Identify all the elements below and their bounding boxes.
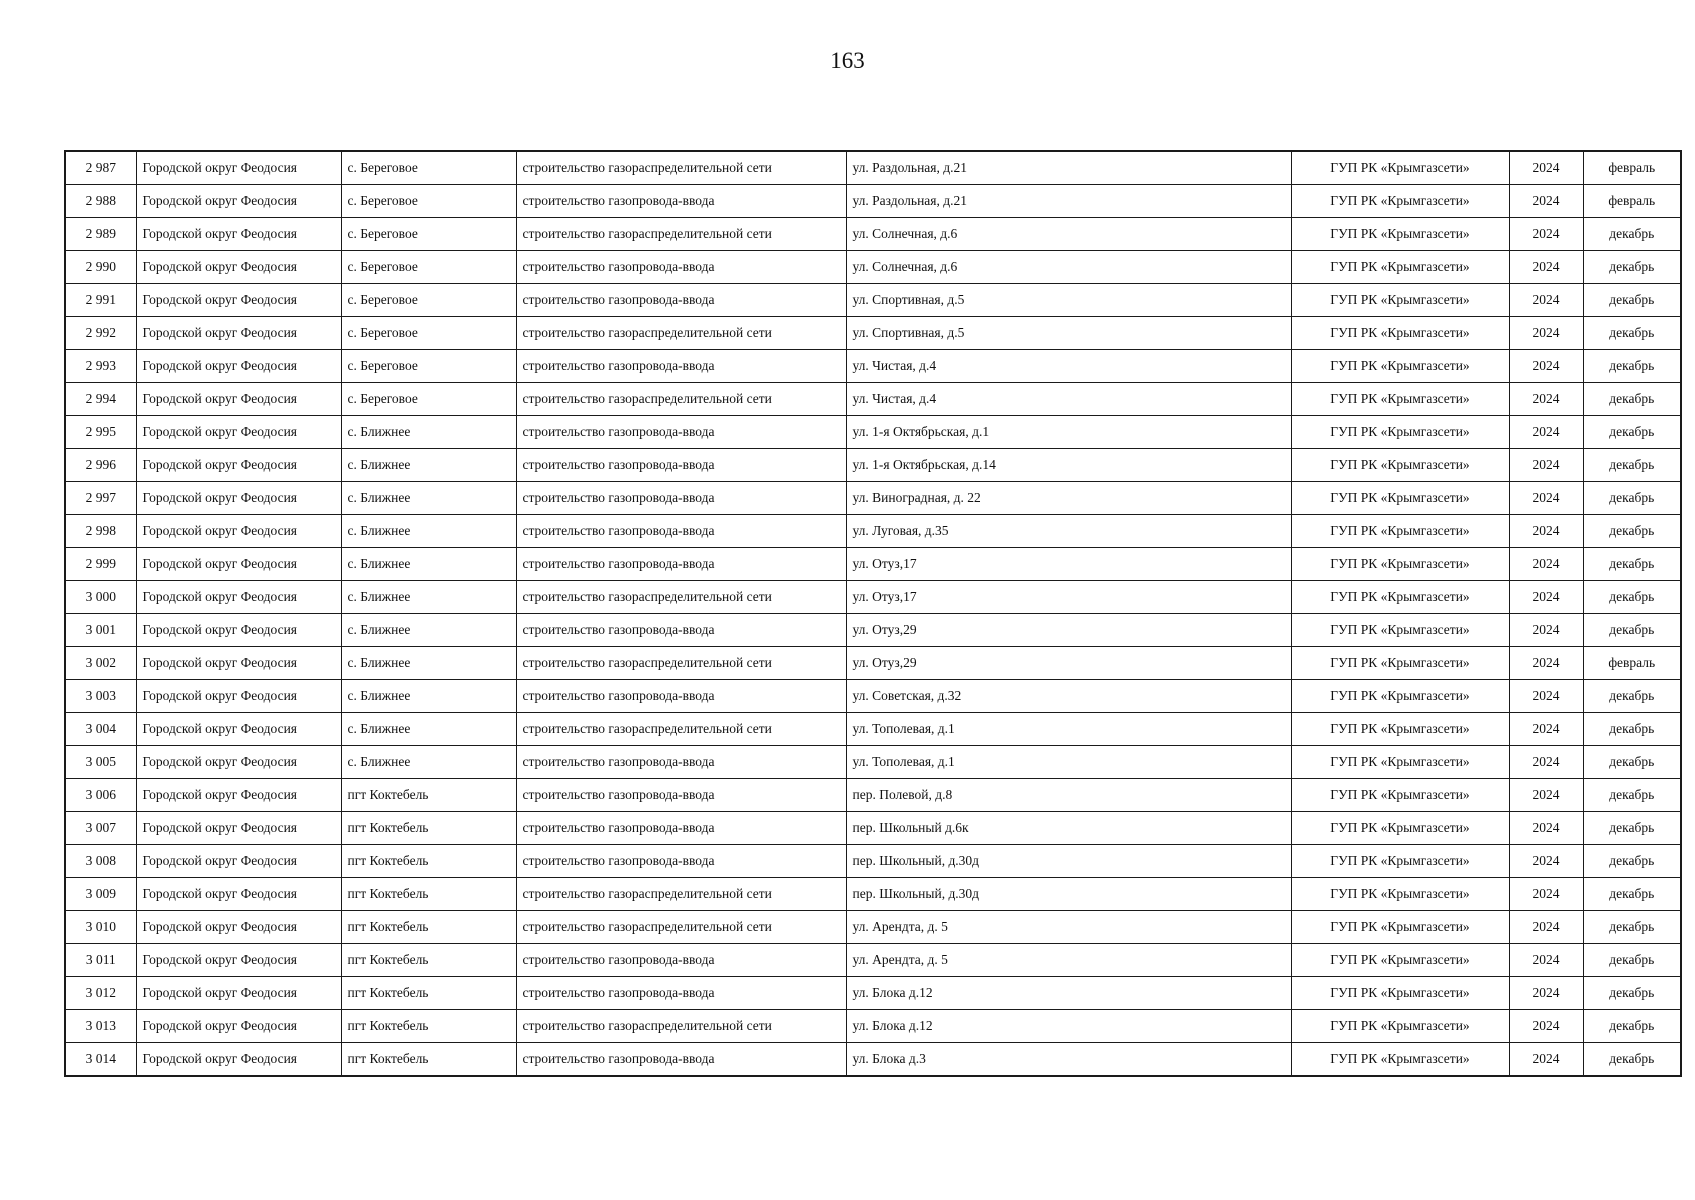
municipality-cell: Городской округ Феодосия: [136, 713, 341, 746]
row-number-cell: 2 996: [65, 449, 136, 482]
row-number-cell: 2 989: [65, 218, 136, 251]
year-cell: 2024: [1509, 680, 1583, 713]
organization-cell: ГУП РК «Крымгазсети»: [1291, 1043, 1509, 1077]
month-cell: февраль: [1583, 185, 1681, 218]
municipality-cell: Городской округ Феодосия: [136, 284, 341, 317]
month-cell: декабрь: [1583, 449, 1681, 482]
row-number-cell: 3 014: [65, 1043, 136, 1077]
municipality-cell: Городской округ Феодосия: [136, 317, 341, 350]
table-row: [65, 515, 1681, 548]
row-number-cell: 3 006: [65, 779, 136, 812]
year-cell: 2024: [1509, 614, 1583, 647]
table-row: [65, 812, 1681, 845]
year-cell: 2024: [1509, 284, 1583, 317]
municipality-cell: Городской округ Феодосия: [136, 383, 341, 416]
organization-cell: ГУП РК «Крымгазсети»: [1291, 350, 1509, 383]
work-type-cell: строительство газопровода-ввода: [516, 680, 846, 713]
municipality-cell: Городской округ Феодосия: [136, 581, 341, 614]
organization-cell: ГУП РК «Крымгазсети»: [1291, 812, 1509, 845]
settlement-cell: с. Ближнее: [341, 746, 516, 779]
row-number-cell: 3 000: [65, 581, 136, 614]
work-type-cell: строительство газопровода-ввода: [516, 284, 846, 317]
address-cell: ул. Спортивная, д.5: [846, 317, 1291, 350]
year-cell: 2024: [1509, 878, 1583, 911]
address-cell: ул. Блока д.12: [846, 1010, 1291, 1043]
settlement-cell: пгт Коктебель: [341, 845, 516, 878]
month-cell: декабрь: [1583, 845, 1681, 878]
municipality-cell: Городской округ Феодосия: [136, 779, 341, 812]
work-type-cell: строительство газопровода-ввода: [516, 449, 846, 482]
month-cell: декабрь: [1583, 548, 1681, 581]
settlement-cell: с. Ближнее: [341, 515, 516, 548]
month-cell: декабрь: [1583, 878, 1681, 911]
municipality-cell: Городской округ Феодосия: [136, 350, 341, 383]
year-cell: 2024: [1509, 449, 1583, 482]
organization-cell: ГУП РК «Крымгазсети»: [1291, 680, 1509, 713]
month-cell: декабрь: [1583, 911, 1681, 944]
address-cell: ул. Солнечная, д.6: [846, 251, 1291, 284]
settlement-cell: с. Береговое: [341, 317, 516, 350]
municipality-cell: Городской округ Феодосия: [136, 977, 341, 1010]
work-type-cell: строительство газопровода-ввода: [516, 416, 846, 449]
municipality-cell: Городской округ Феодосия: [136, 449, 341, 482]
month-cell: февраль: [1583, 151, 1681, 185]
year-cell: 2024: [1509, 416, 1583, 449]
work-type-cell: строительство газораспределительной сети: [516, 647, 846, 680]
year-cell: 2024: [1509, 515, 1583, 548]
work-type-cell: строительство газопровода-ввода: [516, 1043, 846, 1077]
work-type-cell: строительство газопровода-ввода: [516, 251, 846, 284]
row-number-cell: 3 013: [65, 1010, 136, 1043]
work-type-cell: строительство газораспределительной сети: [516, 878, 846, 911]
work-type-cell: строительство газораспределительной сети: [516, 1010, 846, 1043]
work-type-cell: строительство газораспределительной сети: [516, 218, 846, 251]
work-type-cell: строительство газопровода-ввода: [516, 614, 846, 647]
row-number-cell: 3 007: [65, 812, 136, 845]
work-type-cell: строительство газопровода-ввода: [516, 845, 846, 878]
table-row: [65, 911, 1681, 944]
table-row: [65, 713, 1681, 746]
year-cell: 2024: [1509, 218, 1583, 251]
municipality-cell: Городской округ Феодосия: [136, 1043, 341, 1077]
year-cell: 2024: [1509, 548, 1583, 581]
address-cell: ул. Виноградная, д. 22: [846, 482, 1291, 515]
row-number-cell: 3 002: [65, 647, 136, 680]
table-row: [65, 944, 1681, 977]
settlement-cell: с. Береговое: [341, 251, 516, 284]
address-cell: ул. Тополевая, д.1: [846, 713, 1291, 746]
settlement-cell: пгт Коктебель: [341, 911, 516, 944]
year-cell: 2024: [1509, 581, 1583, 614]
settlement-cell: с. Береговое: [341, 185, 516, 218]
organization-cell: ГУП РК «Крымгазсети»: [1291, 317, 1509, 350]
row-number-cell: 3 005: [65, 746, 136, 779]
address-cell: ул. Отуз,17: [846, 548, 1291, 581]
row-number-cell: 2 993: [65, 350, 136, 383]
settlement-cell: с. Ближнее: [341, 680, 516, 713]
organization-cell: ГУП РК «Крымгазсети»: [1291, 383, 1509, 416]
address-cell: пер. Школьный д.6к: [846, 812, 1291, 845]
organization-cell: ГУП РК «Крымгазсети»: [1291, 449, 1509, 482]
month-cell: декабрь: [1583, 383, 1681, 416]
year-cell: 2024: [1509, 713, 1583, 746]
month-cell: февраль: [1583, 647, 1681, 680]
table-row: [65, 416, 1681, 449]
settlement-cell: пгт Коктебель: [341, 1043, 516, 1077]
organization-cell: ГУП РК «Крымгазсети»: [1291, 878, 1509, 911]
organization-cell: ГУП РК «Крымгазсети»: [1291, 185, 1509, 218]
organization-cell: ГУП РК «Крымгазсети»: [1291, 218, 1509, 251]
work-type-cell: строительство газораспределительной сети: [516, 383, 846, 416]
month-cell: декабрь: [1583, 416, 1681, 449]
table-row: [65, 581, 1681, 614]
address-cell: пер. Школьный, д.30д: [846, 845, 1291, 878]
row-number-cell: 3 003: [65, 680, 136, 713]
year-cell: 2024: [1509, 779, 1583, 812]
month-cell: декабрь: [1583, 713, 1681, 746]
page-number: 163: [830, 48, 865, 73]
settlement-cell: с. Ближнее: [341, 416, 516, 449]
work-type-cell: строительство газораспределительной сети: [516, 713, 846, 746]
month-cell: декабрь: [1583, 977, 1681, 1010]
organization-cell: ГУП РК «Крымгазсети»: [1291, 779, 1509, 812]
month-cell: декабрь: [1583, 515, 1681, 548]
row-number-cell: 2 990: [65, 251, 136, 284]
table-row: [65, 680, 1681, 713]
month-cell: декабрь: [1583, 614, 1681, 647]
work-type-cell: строительство газопровода-ввода: [516, 812, 846, 845]
month-cell: декабрь: [1583, 746, 1681, 779]
municipality-cell: Городской округ Феодосия: [136, 251, 341, 284]
organization-cell: ГУП РК «Крымгазсети»: [1291, 746, 1509, 779]
organization-cell: ГУП РК «Крымгазсети»: [1291, 713, 1509, 746]
row-number-cell: 2 994: [65, 383, 136, 416]
month-cell: декабрь: [1583, 1010, 1681, 1043]
table-row: [65, 1043, 1681, 1077]
row-number-cell: 2 987: [65, 151, 136, 185]
year-cell: 2024: [1509, 845, 1583, 878]
organization-cell: ГУП РК «Крымгазсети»: [1291, 548, 1509, 581]
row-number-cell: 3 010: [65, 911, 136, 944]
organization-cell: ГУП РК «Крымгазсети»: [1291, 416, 1509, 449]
municipality-cell: Городской округ Феодосия: [136, 614, 341, 647]
work-type-cell: строительство газопровода-ввода: [516, 746, 846, 779]
table-row: [65, 548, 1681, 581]
municipality-cell: Городской округ Феодосия: [136, 944, 341, 977]
settlement-cell: с. Ближнее: [341, 449, 516, 482]
settlement-cell: пгт Коктебель: [341, 878, 516, 911]
month-cell: декабрь: [1583, 779, 1681, 812]
address-cell: ул. 1-я Октябрьская, д.14: [846, 449, 1291, 482]
address-cell: ул. Арендта, д. 5: [846, 944, 1291, 977]
row-number-cell: 3 012: [65, 977, 136, 1010]
year-cell: 2024: [1509, 482, 1583, 515]
organization-cell: ГУП РК «Крымгазсети»: [1291, 284, 1509, 317]
settlement-cell: с. Береговое: [341, 284, 516, 317]
year-cell: 2024: [1509, 317, 1583, 350]
municipality-cell: Городской округ Феодосия: [136, 878, 341, 911]
year-cell: 2024: [1509, 746, 1583, 779]
municipality-cell: Городской округ Феодосия: [136, 647, 341, 680]
municipality-cell: Городской округ Феодосия: [136, 845, 341, 878]
address-cell: ул. Чистая, д.4: [846, 350, 1291, 383]
table-row: [65, 218, 1681, 251]
address-cell: ул. Советская, д.32: [846, 680, 1291, 713]
work-type-cell: строительство газораспределительной сети: [516, 151, 846, 185]
work-type-cell: строительство газораспределительной сети: [516, 911, 846, 944]
municipality-cell: Городской округ Феодосия: [136, 151, 341, 185]
settlement-cell: пгт Коктебель: [341, 1010, 516, 1043]
address-cell: ул. Луговая, д.35: [846, 515, 1291, 548]
address-cell: ул. Блока д.12: [846, 977, 1291, 1010]
table-row: [65, 977, 1681, 1010]
municipality-cell: Городской округ Феодосия: [136, 746, 341, 779]
row-number-cell: 3 011: [65, 944, 136, 977]
table-row: [65, 614, 1681, 647]
table-row: [65, 845, 1681, 878]
year-cell: 2024: [1509, 151, 1583, 185]
month-cell: декабрь: [1583, 581, 1681, 614]
year-cell: 2024: [1509, 1043, 1583, 1077]
row-number-cell: 2 995: [65, 416, 136, 449]
table-row: [65, 317, 1681, 350]
year-cell: 2024: [1509, 1010, 1583, 1043]
table-body: [65, 151, 1681, 1076]
organization-cell: ГУП РК «Крымгазсети»: [1291, 482, 1509, 515]
municipality-cell: Городской округ Феодосия: [136, 680, 341, 713]
organization-cell: ГУП РК «Крымгазсети»: [1291, 614, 1509, 647]
month-cell: декабрь: [1583, 317, 1681, 350]
address-cell: пер. Полевой, д.8: [846, 779, 1291, 812]
municipality-cell: Городской округ Феодосия: [136, 911, 341, 944]
settlement-cell: с. Береговое: [341, 383, 516, 416]
month-cell: декабрь: [1583, 251, 1681, 284]
year-cell: 2024: [1509, 185, 1583, 218]
year-cell: 2024: [1509, 812, 1583, 845]
row-number-cell: 2 997: [65, 482, 136, 515]
table-row: [65, 878, 1681, 911]
year-cell: 2024: [1509, 251, 1583, 284]
year-cell: 2024: [1509, 911, 1583, 944]
work-type-cell: строительство газопровода-ввода: [516, 779, 846, 812]
municipality-cell: Городской округ Феодосия: [136, 185, 341, 218]
organization-cell: ГУП РК «Крымгазсети»: [1291, 151, 1509, 185]
municipality-cell: Городской округ Феодосия: [136, 218, 341, 251]
address-cell: ул. Тополевая, д.1: [846, 746, 1291, 779]
organization-cell: ГУП РК «Крымгазсети»: [1291, 977, 1509, 1010]
address-cell: ул. Блока д.3: [846, 1043, 1291, 1077]
municipality-cell: Городской округ Феодосия: [136, 416, 341, 449]
municipality-cell: Городской округ Феодосия: [136, 515, 341, 548]
year-cell: 2024: [1509, 977, 1583, 1010]
table-row: [65, 383, 1681, 416]
table-row: [65, 746, 1681, 779]
address-cell: ул. 1-я Октябрьская, д.1: [846, 416, 1291, 449]
year-cell: 2024: [1509, 944, 1583, 977]
month-cell: декабрь: [1583, 944, 1681, 977]
row-number-cell: 2 992: [65, 317, 136, 350]
work-type-cell: строительство газопровода-ввода: [516, 515, 846, 548]
work-type-cell: строительство газопровода-ввода: [516, 482, 846, 515]
row-number-cell: 3 001: [65, 614, 136, 647]
settlement-cell: с. Береговое: [341, 218, 516, 251]
address-cell: ул. Чистая, д.4: [846, 383, 1291, 416]
settlement-cell: пгт Коктебель: [341, 812, 516, 845]
address-cell: ул. Отуз,17: [846, 581, 1291, 614]
settlement-cell: пгт Коктебель: [341, 944, 516, 977]
work-type-cell: строительство газопровода-ввода: [516, 548, 846, 581]
address-cell: ул. Раздольная, д.21: [846, 185, 1291, 218]
table-row: [65, 251, 1681, 284]
month-cell: декабрь: [1583, 482, 1681, 515]
month-cell: декабрь: [1583, 1043, 1681, 1077]
year-cell: 2024: [1509, 383, 1583, 416]
table-row: [65, 647, 1681, 680]
address-cell: ул. Раздольная, д.21: [846, 151, 1291, 185]
work-type-cell: строительство газораспределительной сети: [516, 581, 846, 614]
table-row: [65, 350, 1681, 383]
month-cell: декабрь: [1583, 350, 1681, 383]
gasification-table: [64, 150, 1682, 1077]
row-number-cell: 2 988: [65, 185, 136, 218]
organization-cell: ГУП РК «Крымгазсети»: [1291, 251, 1509, 284]
organization-cell: ГУП РК «Крымгазсети»: [1291, 515, 1509, 548]
municipality-cell: Городской округ Феодосия: [136, 1010, 341, 1043]
table-row: [65, 482, 1681, 515]
row-number-cell: 3 009: [65, 878, 136, 911]
address-cell: ул. Арендта, д. 5: [846, 911, 1291, 944]
address-cell: ул. Спортивная, д.5: [846, 284, 1291, 317]
settlement-cell: с. Ближнее: [341, 647, 516, 680]
organization-cell: ГУП РК «Крымгазсети»: [1291, 911, 1509, 944]
work-type-cell: строительство газопровода-ввода: [516, 944, 846, 977]
settlement-cell: пгт Коктебель: [341, 779, 516, 812]
municipality-cell: Городской округ Феодосия: [136, 482, 341, 515]
address-cell: пер. Школьный, д.30д: [846, 878, 1291, 911]
municipality-cell: Городской округ Феодосия: [136, 812, 341, 845]
row-number-cell: 3 004: [65, 713, 136, 746]
settlement-cell: пгт Коктебель: [341, 977, 516, 1010]
table-row: [65, 151, 1681, 185]
year-cell: 2024: [1509, 647, 1583, 680]
organization-cell: ГУП РК «Крымгазсети»: [1291, 1010, 1509, 1043]
address-cell: ул. Отуз,29: [846, 614, 1291, 647]
settlement-cell: с. Ближнее: [341, 581, 516, 614]
row-number-cell: 2 991: [65, 284, 136, 317]
row-number-cell: 2 999: [65, 548, 136, 581]
table-row: [65, 779, 1681, 812]
row-number-cell: 3 008: [65, 845, 136, 878]
row-number-cell: 2 998: [65, 515, 136, 548]
settlement-cell: с. Ближнее: [341, 713, 516, 746]
address-cell: ул. Солнечная, д.6: [846, 218, 1291, 251]
organization-cell: ГУП РК «Крымгазсети»: [1291, 845, 1509, 878]
year-cell: 2024: [1509, 350, 1583, 383]
table-row: [65, 185, 1681, 218]
work-type-cell: строительство газораспределительной сети: [516, 317, 846, 350]
table-row: [65, 449, 1681, 482]
month-cell: декабрь: [1583, 218, 1681, 251]
settlement-cell: с. Ближнее: [341, 548, 516, 581]
table-row: [65, 284, 1681, 317]
month-cell: декабрь: [1583, 284, 1681, 317]
month-cell: декабрь: [1583, 812, 1681, 845]
organization-cell: ГУП РК «Крымгазсети»: [1291, 944, 1509, 977]
settlement-cell: с. Береговое: [341, 151, 516, 185]
organization-cell: ГУП РК «Крымгазсети»: [1291, 647, 1509, 680]
settlement-cell: с. Ближнее: [341, 482, 516, 515]
month-cell: декабрь: [1583, 680, 1681, 713]
work-type-cell: строительство газопровода-ввода: [516, 350, 846, 383]
municipality-cell: Городской округ Феодосия: [136, 548, 341, 581]
address-cell: ул. Отуз,29: [846, 647, 1291, 680]
settlement-cell: с. Береговое: [341, 350, 516, 383]
table-row: [65, 1010, 1681, 1043]
work-type-cell: строительство газопровода-ввода: [516, 185, 846, 218]
work-type-cell: строительство газопровода-ввода: [516, 977, 846, 1010]
settlement-cell: с. Ближнее: [341, 614, 516, 647]
organization-cell: ГУП РК «Крымгазсети»: [1291, 581, 1509, 614]
